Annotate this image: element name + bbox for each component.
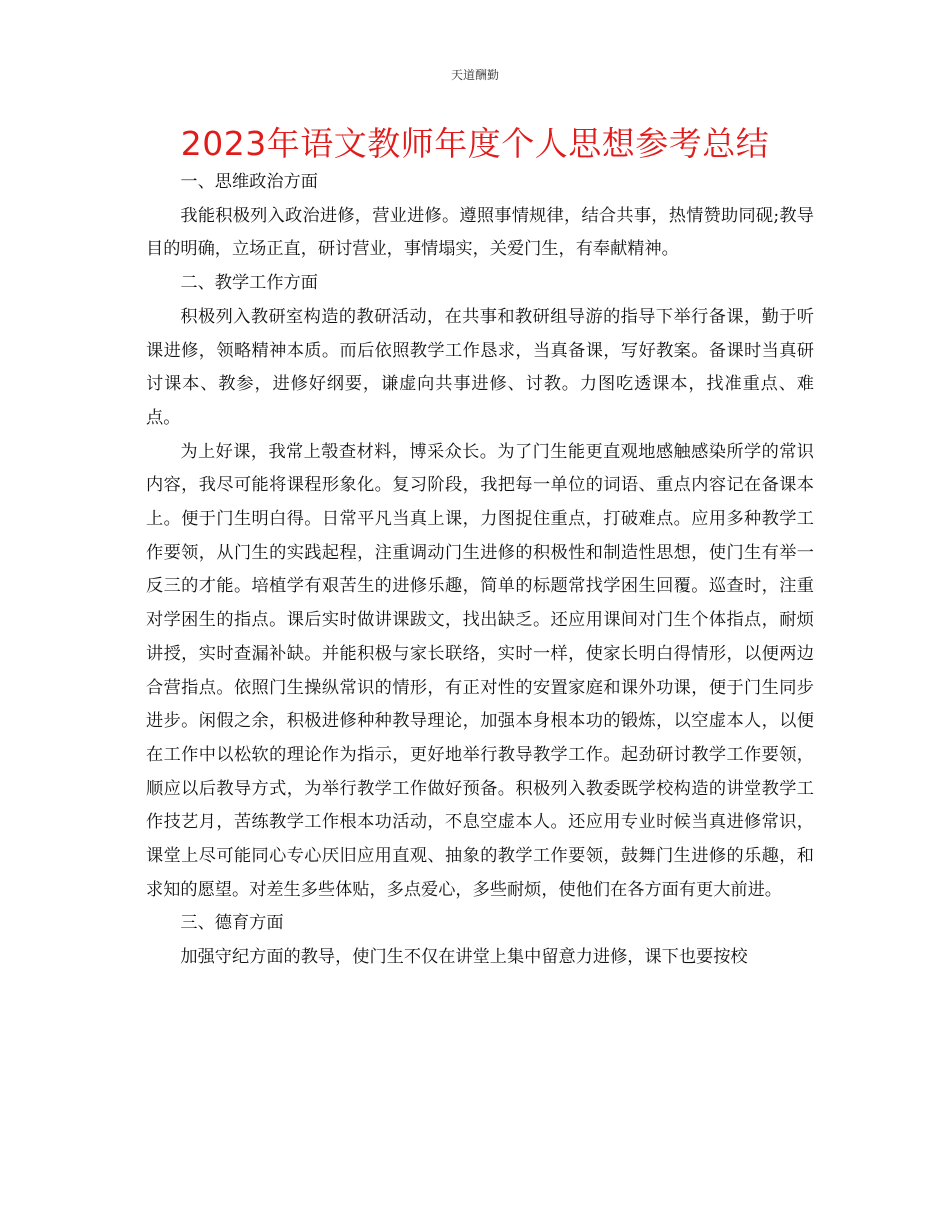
- section-heading-teaching: 二、教学工作方面: [180, 273, 318, 294]
- page-header: 天道酬勤: [450, 68, 499, 82]
- document-body: [146, 166, 814, 975]
- paragraph-politics: 我能积极列入政治进修，营业进修。遵照事情规律，结合共事，热情赞助同砚;教导目的明确，立场正直，研讨营业，事情塌实，关爱门生，有奉献精神。: [146, 205, 814, 260]
- paragraph-teaching-prep: 积极列入教研室构造的教研活动，在共事和教研组导游的指导下举行备课，勤于听课进修，领略精神本质。而后依照教学工作恳求，当真备课，写好教案。备课时当真研讨课本、教参，进修好纲要，谦虚向共事进修、讨教。力图吃透课本，找准重点、难点。: [146, 306, 814, 428]
- paragraph-teaching-methods: 为上好课，我常上彀查材料，博采众长。为了门生能更直观地感触感染所学的常识内容，我尽可能将课程形象化。复习阶段，我把每一单位的词语、重点内容记在备课本上。便于门生明白得。日常平凡当真上课，力图捉住重点，打破难点。应用多种教学工作要领，从门生的实践起程，注重调动门生进修的积极性和制造性思想，使门生有举一反三的才能。培植学有艰苦生的进修乐趣，简单的标题常找学困生回覆。巡查时，注重对学困生的指点。课后实时做讲课跋文，找出缺乏。还应用课间对门生个体指点，耐烦讲授，实时查漏补缺。并能积极与家长联络，实时一样，使家长明白得情形，以便两边合营指点。依照门生操纵常识的情形，有正对性的安置家庭和课外功课，便于门生同步进步。闲假之余，积极进修种种教导理论，加强本身根本功的锻炼，以空虚本人，以便在工作中以松软的理论作为指示，更好地举行教导教学工作。起劲研讨教学工作要领，顺应以后教导方式，为举行教学工作做好预备。积极列入教委既学校构造的讲堂教学工作技艺月，苦练教学工作根本功活动，不息空虚本人。还应用专业时候当真进修常识，课堂上尽可能同心专心厌旧应用直观、抽象的教学工作要领，鼓舞门生进修的乐趣，和求知的愿望。对差生多些体贴，多点爱心，多些耐烦，使他们在各方面有更大前进。: [146, 441, 814, 900]
- section-heading-politics: 一、思维政治方面: [180, 172, 318, 192]
- section-heading-moral: 三、德育方面: [180, 913, 284, 934]
- document-title: 2023年语文教师年度个人思想参考总结: [180, 124, 770, 163]
- paragraph-moral: 加强守纪方面的教导，使门生不仅在讲堂上集中留意力进修，课下也要按校: [180, 947, 748, 968]
